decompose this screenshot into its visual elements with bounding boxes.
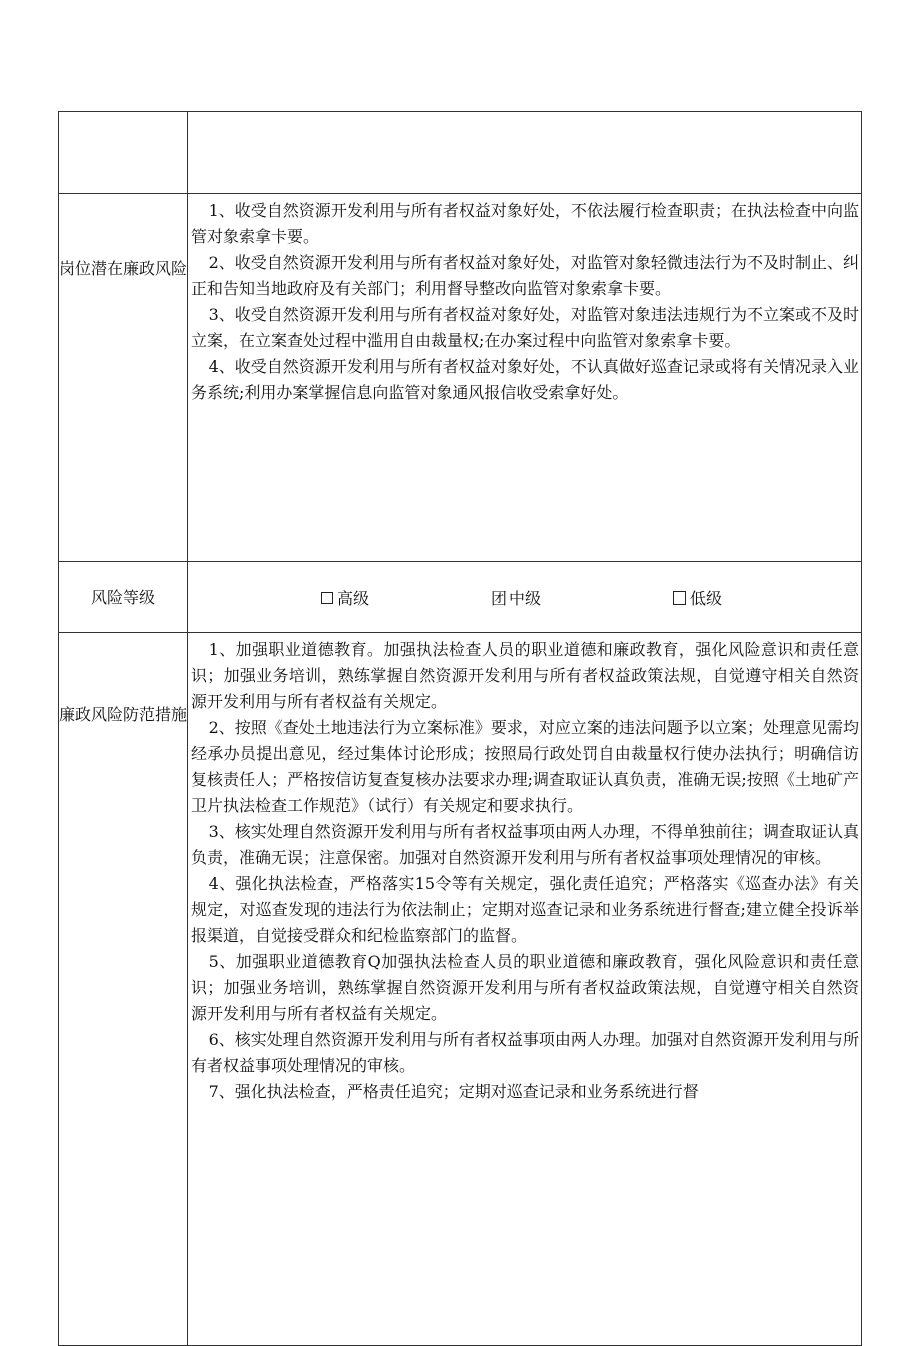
level-option-high-label: 高级 [337,589,370,608]
measure-item: 3、核实处理自然资源开发利用与所有者权益事项由两人办理，不得单独前往；调查取证认真负责，准确无误；注意保密。加强对自然资源开发利用与所有者权益事项处理情况的审核。 [191,822,859,867]
risk-form-table [58,111,862,1346]
risk-label: 岗位潜在廉政风险 [59,194,188,562]
level-option-high[interactable] [321,586,369,609]
empty-content-cell [188,112,862,194]
level-label: 风险等级 [59,562,188,633]
measure-content [188,633,862,1346]
measure-item: 7、强化执法检查，严格责任追究；定期对巡查记录和业务系统进行督 [208,1082,699,1101]
level-option-medium[interactable] [491,586,541,609]
measure-item: 2、按照《查处土地违法行为立案标准》要求，对应立案的违法问题予以立案；处理意见需均经承办员提出意见，经过集体讨论形成；按照局行政处罚自由裁量权行使办法执行；明确信访复核责任人；严格按信访复查复核办法要求办理;调查取证认真负责，准确无误;按照《土地矿产卫片执法检查工作规范》（试行）有关规定和要求执行。 [191,718,859,815]
measure-item: 1、加强职业道德教育。加强执法检查人员的职业道德和廉政教育，强化风险意识和责任意识；加强业务培训，熟练掌握自然资源开发利用与所有者权益政策法规，自觉遵守相关自然资源开发利用与所有者权益有关规定。 [191,640,859,711]
risk-item: 4、收受自然资源开发利用与所有者权益对象好处，不认真做好巡查记录或将有关情况录入业务系统;利用办案掌握信息向监管对象通风报信收受索拿好处。 [191,357,859,402]
table-row-measure [59,633,862,1346]
table-row-empty [59,112,862,194]
checkbox-unchecked-icon [321,592,333,604]
checkbox-unchecked-icon [673,591,686,605]
measure-item: 6、核实处理自然资源开发利用与所有者权益事项由两人办理。加强对自然资源开发利用与所有者权益事项处理情况的审核。 [191,1030,859,1075]
level-option-medium-label: 中级 [509,589,542,608]
risk-item: 2、收受自然资源开发利用与所有者权益对象好处，对监管对象轻微违法行为不及时制止、纠正和告知当地政府及有关部门；利用督导整改向监管对象索拿卡要。 [191,253,859,298]
table-row-level [59,562,862,633]
level-option-low-label: 低级 [690,589,723,608]
measure-item: 5、加强职业道德教育Q加强执法检查人员的职业道德和廉政教育，强化风险意识和责任意识；加强业务培训，熟练掌握自然资源开发利用与所有者权益政策法规，自觉遵守相关自然资源开发利用与所有者权益有关规定。 [191,952,859,1023]
risk-content [188,194,862,562]
measure-label: 廉政风险防范措施 [59,633,188,1346]
level-option-low[interactable] [673,586,722,609]
table-row-risk [59,194,862,562]
risk-item: 1、收受自然资源开发利用与所有者权益对象好处，不依法履行检查职责；在执法检查中向监管对象索拿卡要。 [191,201,859,246]
level-options-cell [188,562,862,633]
measure-item: 4、强化执法检查，严格落实15令等有关规定，强化责任追究；严格落实《巡查办法》有关规定，对巡查发现的违法行为依法制止；定期对巡查记录和业务系统进行督查;建立健全投诉举报渠道，自觉接受群众和纪检监察部门的监督。 [191,874,859,945]
risk-item: 3、收受自然资源开发利用与所有者权益对象好处，对监管对象违法违规行为不立案或不及时立案，在立案查处过程中滥用自由裁量权;在办案过程中向监管对象索拿卡要。 [191,305,859,350]
checkbox-checked-icon: 团 [491,589,508,608]
empty-label-cell [59,112,188,194]
